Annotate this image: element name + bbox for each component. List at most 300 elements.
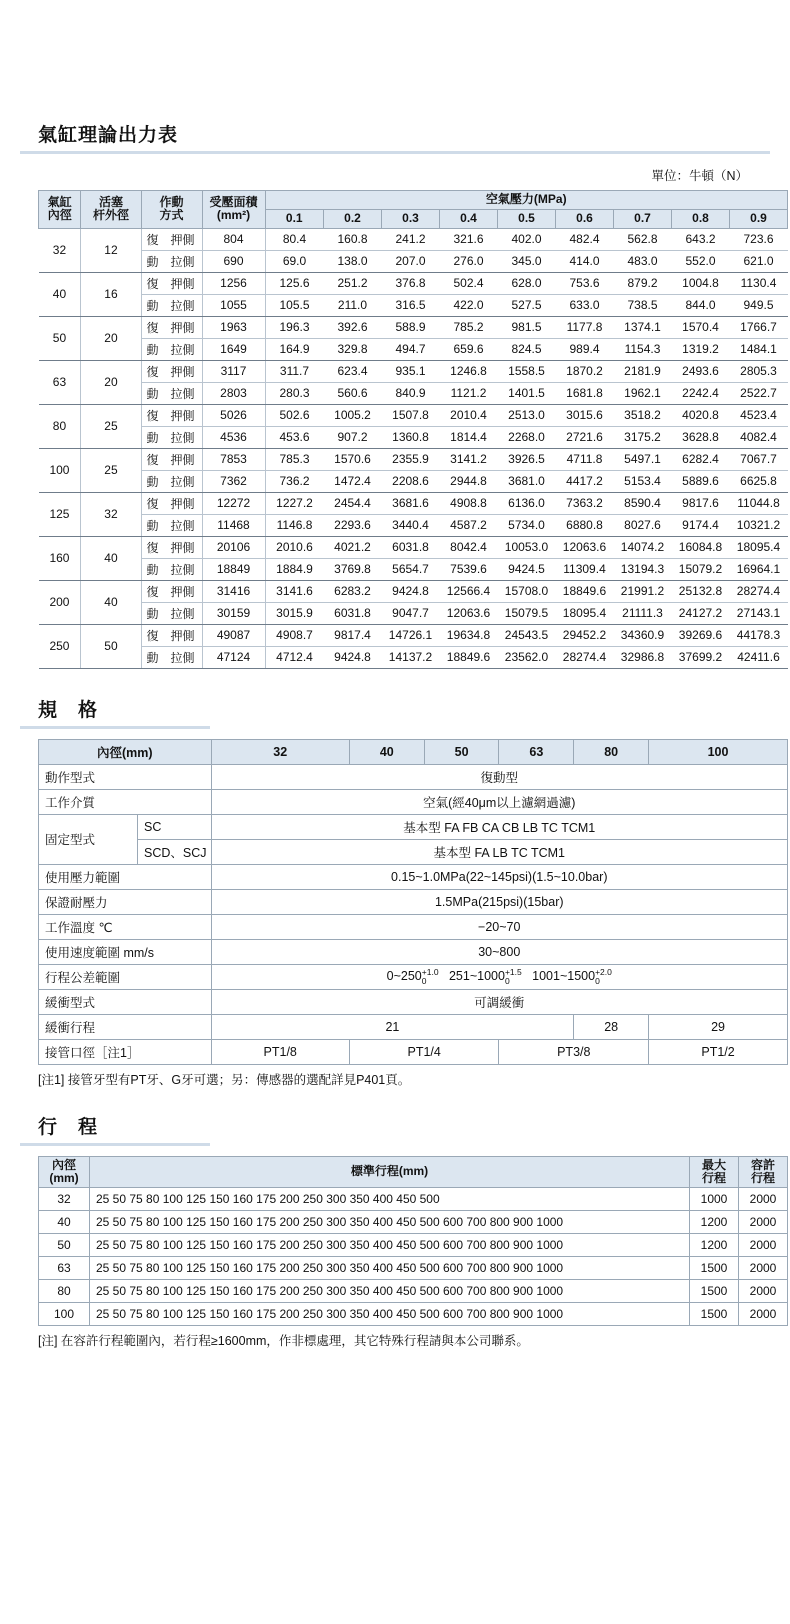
cell-force-pull-0: 453.6 xyxy=(265,426,324,448)
cell-force-push-2: 376.8 xyxy=(382,272,440,294)
stroke-col-allow xyxy=(739,1156,788,1187)
cell-side-pull: 拉側 xyxy=(164,514,203,536)
cell-area-pull: 1055 xyxy=(202,294,265,316)
cell-force-push-0: 502.6 xyxy=(265,404,324,426)
cell-force-push-8: 18095.4 xyxy=(730,536,788,558)
spec-row-cushion-type xyxy=(39,989,788,1014)
cell-force-pull-1: 9424.8 xyxy=(324,646,382,668)
cell-side-push: 押側 xyxy=(164,492,203,514)
table-row xyxy=(39,602,788,624)
col-rod xyxy=(81,191,141,229)
cell-force-push-3: 4908.8 xyxy=(440,492,498,514)
spec-value-proof-pressure: 1.5MPa(215psi)(15bar) xyxy=(211,889,787,914)
cell-area-push: 1256 xyxy=(202,272,265,294)
spec-value-temperature: −20~70 xyxy=(211,914,787,939)
cell-force-push-1: 9817.4 xyxy=(324,624,382,646)
cell-force-push-1: 4021.2 xyxy=(324,536,382,558)
cell-force-pull-8: 4082.4 xyxy=(730,426,788,448)
cell-force-push-3: 502.4 xyxy=(440,272,498,294)
stroke-table-body xyxy=(39,1187,788,1325)
cell-side-push: 押側 xyxy=(164,404,203,426)
stroke-col-bore xyxy=(39,1156,90,1187)
cell-force-pull-3: 659.6 xyxy=(440,338,498,360)
cell-standard-strokes: 25 50 75 80 100 125 150 160 175 200 250 300 350 400 450 500 600 700 800 900 1000 xyxy=(90,1210,690,1233)
col-rod-l2: 杆外徑 xyxy=(92,208,129,223)
spec-col-bore-63: 63 xyxy=(499,739,574,764)
stroke-section-title: 行 程 xyxy=(38,1116,99,1138)
spec-value-port-3: PT3/8 xyxy=(499,1039,649,1064)
spec-col-bore-100: 100 xyxy=(649,739,788,764)
col-bore-l2: 內徑 xyxy=(47,208,72,223)
table-row xyxy=(39,404,788,426)
tol-seg-1: 0~250 xyxy=(386,968,422,983)
cell-force-pull-0: 105.5 xyxy=(265,294,324,316)
cell-force-pull-1: 560.6 xyxy=(324,382,382,404)
cell-force-pull-2: 5654.7 xyxy=(382,558,440,580)
cell-force-push-6: 21991.2 xyxy=(614,580,672,602)
cell-action-line1: 復 xyxy=(141,272,164,294)
cell-area-push: 7853 xyxy=(202,448,265,470)
cell-force-pull-5: 11309.4 xyxy=(556,558,614,580)
cell-force-pull-1: 2293.6 xyxy=(324,514,382,536)
cell-force-pull-2: 207.0 xyxy=(382,250,440,272)
cell-force-push-8: 4523.4 xyxy=(730,404,788,426)
cell-action-line2: 動 xyxy=(141,646,164,668)
spec-label-speed: 使用速度範圍 mm/s xyxy=(39,939,212,964)
cell-force-pull-6: 3175.2 xyxy=(614,426,672,448)
force-section-rule xyxy=(20,151,770,154)
tol-seg-2-sub: 0 xyxy=(504,975,510,986)
cell-force-pull-4: 527.5 xyxy=(498,294,556,316)
cell-rod: 40 xyxy=(81,536,141,580)
cell-force-pull-3: 4587.2 xyxy=(440,514,498,536)
cell-bore: 250 xyxy=(39,624,81,668)
cell-force-pull-2: 1360.8 xyxy=(382,426,440,448)
table-row xyxy=(39,580,788,602)
cell-force-pull-7: 24127.2 xyxy=(672,602,730,624)
spec-row-tolerance xyxy=(39,964,788,989)
spec-value-mount-scd: 基本型 FA LB TC TCM1 xyxy=(211,839,787,864)
table-row xyxy=(39,294,788,316)
spec-row-port xyxy=(39,1039,788,1064)
cell-force-pull-6: 738.5 xyxy=(614,294,672,316)
spec-label-cushion-type: 緩衝型式 xyxy=(39,989,212,1014)
cell-force-pull-6: 32986.8 xyxy=(614,646,672,668)
table-row xyxy=(39,558,788,580)
cell-force-pull-4: 23562.0 xyxy=(498,646,556,668)
spec-value-media: 空氣(經40μm以上濾網過濾) xyxy=(211,789,787,814)
cell-action-line2: 動 xyxy=(141,470,164,492)
table-row xyxy=(39,316,788,338)
cell-force-pull-4: 1401.5 xyxy=(498,382,556,404)
cell-force-push-2: 14726.1 xyxy=(382,624,440,646)
cell-force-pull-1: 3769.8 xyxy=(324,558,382,580)
tol-seg-1-sup: +1.0 xyxy=(421,966,439,977)
cell-force-push-1: 392.6 xyxy=(324,316,382,338)
cell-force-push-3: 12566.4 xyxy=(440,580,498,602)
cell-force-pull-7: 552.0 xyxy=(672,250,730,272)
cell-area-push: 804 xyxy=(202,228,265,250)
spec-row-mount-scd xyxy=(39,839,788,864)
table-row xyxy=(39,1256,788,1279)
cell-force-push-0: 196.3 xyxy=(265,316,324,338)
force-section xyxy=(20,120,781,669)
cell-force-push-4: 402.0 xyxy=(498,228,556,250)
cell-force-push-8: 1766.7 xyxy=(730,316,788,338)
cell-force-push-3: 785.2 xyxy=(440,316,498,338)
table-row xyxy=(39,470,788,492)
cell-force-pull-2: 3440.4 xyxy=(382,514,440,536)
stroke-section-rule xyxy=(20,1143,210,1146)
cell-force-push-6: 3518.2 xyxy=(614,404,672,426)
cell-max-stroke: 1500 xyxy=(690,1302,739,1325)
cell-force-pull-6: 1962.1 xyxy=(614,382,672,404)
spec-row-temperature xyxy=(39,914,788,939)
col-bore-l1: 氣缸 xyxy=(47,194,72,209)
spec-note: [注1] 接管牙型有PT牙、G牙可選；另：傳感器的選配詳見P401頁。 xyxy=(38,1072,411,1087)
cell-force-pull-7: 9174.4 xyxy=(672,514,730,536)
tol-seg-3-tol xyxy=(595,968,612,986)
cell-standard-strokes: 25 50 75 80 100 125 150 160 175 200 250 300 350 400 450 500 600 700 800 900 1000 xyxy=(90,1279,690,1302)
stroke-note: [注] 在容許行程範圍內，若行程≥1600mm，作非標處理，其它特殊行程請與本公司聯系。 xyxy=(38,1333,529,1348)
cell-force-pull-8: 1484.1 xyxy=(730,338,788,360)
cell-force-pull-0: 736.2 xyxy=(265,470,324,492)
cell-force-pull-4: 2268.0 xyxy=(498,426,556,448)
cell-force-pull-3: 1121.2 xyxy=(440,382,498,404)
col-rod-l1: 活塞 xyxy=(98,194,123,209)
cell-force-pull-7: 3628.8 xyxy=(672,426,730,448)
cell-area-push: 20106 xyxy=(202,536,265,558)
col-bore xyxy=(39,191,81,229)
cell-force-push-7: 2493.6 xyxy=(672,360,730,382)
cell-force-push-5: 4711.8 xyxy=(556,448,614,470)
stroke-col-max-l1: 最大 xyxy=(701,1157,726,1172)
cell-force-pull-8: 621.0 xyxy=(730,250,788,272)
col-p-0: 0.1 xyxy=(265,209,324,228)
cell-force-pull-1: 907.2 xyxy=(324,426,382,448)
cell-force-push-1: 6283.2 xyxy=(324,580,382,602)
cell-side-pull: 拉側 xyxy=(164,338,203,360)
cell-force-pull-3: 422.0 xyxy=(440,294,498,316)
cell-force-pull-3: 12063.6 xyxy=(440,602,498,624)
col-area xyxy=(202,191,265,229)
cell-force-push-5: 482.4 xyxy=(556,228,614,250)
table-row xyxy=(39,360,788,382)
cell-area-push: 12272 xyxy=(202,492,265,514)
cell-side-pull: 拉側 xyxy=(164,558,203,580)
cell-side-push: 押側 xyxy=(164,228,203,250)
cell-area-push: 5026 xyxy=(202,404,265,426)
cell-max-stroke: 1000 xyxy=(690,1187,739,1210)
cell-force-push-2: 2355.9 xyxy=(382,448,440,470)
cell-force-push-1: 1570.6 xyxy=(324,448,382,470)
col-p-4: 0.5 xyxy=(498,209,556,228)
cell-force-push-7: 39269.6 xyxy=(672,624,730,646)
cell-force-pull-5: 989.4 xyxy=(556,338,614,360)
cell-force-pull-0: 3015.9 xyxy=(265,602,324,624)
cell-force-push-7: 6282.4 xyxy=(672,448,730,470)
table-row xyxy=(39,1187,788,1210)
spec-section-title: 規 格 xyxy=(38,699,99,721)
spec-head-row xyxy=(39,739,788,764)
cell-bore: 200 xyxy=(39,580,81,624)
stroke-section xyxy=(20,1112,777,1349)
stroke-col-max-l2: 行程 xyxy=(701,1170,726,1185)
cell-rod: 25 xyxy=(81,448,141,492)
cell-force-push-2: 241.2 xyxy=(382,228,440,250)
cell-force-push-8: 44178.3 xyxy=(730,624,788,646)
cell-force-pull-5: 18095.4 xyxy=(556,602,614,624)
cell-force-pull-6: 5153.4 xyxy=(614,470,672,492)
col-p-5: 0.6 xyxy=(556,209,614,228)
cell-area-pull: 11468 xyxy=(202,514,265,536)
spec-col-bore-40: 40 xyxy=(349,739,424,764)
force-table-body xyxy=(39,228,788,668)
cell-stroke-bore: 100 xyxy=(39,1302,90,1325)
cell-force-pull-2: 14137.2 xyxy=(382,646,440,668)
spec-value-cushion-stroke-1: 21 xyxy=(211,1014,574,1039)
cell-allowable-stroke: 2000 xyxy=(739,1256,788,1279)
spec-label-mount-sc: SC xyxy=(138,814,212,839)
cell-force-push-0: 4908.7 xyxy=(265,624,324,646)
cell-action-line1: 復 xyxy=(141,580,164,602)
cell-area-pull: 1649 xyxy=(202,338,265,360)
cell-max-stroke: 1500 xyxy=(690,1256,739,1279)
cell-area-pull: 18849 xyxy=(202,558,265,580)
cell-side-push: 押側 xyxy=(164,360,203,382)
cell-force-push-0: 3141.6 xyxy=(265,580,324,602)
stroke-col-bore-l1: 內徑 xyxy=(51,1157,76,1172)
cell-force-pull-1: 6031.8 xyxy=(324,602,382,624)
spec-col-bore-32: 32 xyxy=(211,739,349,764)
cell-force-pull-4: 5734.0 xyxy=(498,514,556,536)
cell-force-pull-3: 18849.6 xyxy=(440,646,498,668)
force-head-row-1 xyxy=(39,191,788,210)
stroke-table xyxy=(38,1156,788,1326)
cell-action-line1: 復 xyxy=(141,360,164,382)
cell-force-push-1: 2454.4 xyxy=(324,492,382,514)
cell-rod: 25 xyxy=(81,404,141,448)
table-row xyxy=(39,514,788,536)
cell-force-pull-2: 316.5 xyxy=(382,294,440,316)
cell-rod: 20 xyxy=(81,316,141,360)
page xyxy=(0,120,790,1624)
cell-force-pull-8: 6625.8 xyxy=(730,470,788,492)
cell-force-push-8: 11044.8 xyxy=(730,492,788,514)
cell-stroke-bore: 63 xyxy=(39,1256,90,1279)
spec-value-port-2: PT1/4 xyxy=(349,1039,499,1064)
col-area-l1: 受壓面積 xyxy=(209,194,258,209)
table-row xyxy=(39,228,788,250)
cell-action-line1: 復 xyxy=(141,404,164,426)
cell-force-push-5: 7363.2 xyxy=(556,492,614,514)
cell-force-push-3: 321.6 xyxy=(440,228,498,250)
cell-action-line2: 動 xyxy=(141,382,164,404)
cell-force-push-8: 2805.3 xyxy=(730,360,788,382)
cell-side-push: 押側 xyxy=(164,272,203,294)
cell-force-pull-5: 6880.8 xyxy=(556,514,614,536)
cell-force-push-6: 34360.9 xyxy=(614,624,672,646)
cell-force-push-5: 29452.2 xyxy=(556,624,614,646)
cell-force-push-2: 9424.8 xyxy=(382,580,440,602)
spec-label-tolerance: 行程公差範圍 xyxy=(39,964,212,989)
cell-force-pull-5: 414.0 xyxy=(556,250,614,272)
spec-label-proof-pressure: 保證耐壓力 xyxy=(39,889,212,914)
cell-action-line2: 動 xyxy=(141,514,164,536)
cell-bore: 160 xyxy=(39,536,81,580)
cell-area-push: 3117 xyxy=(202,360,265,382)
cell-bore: 125 xyxy=(39,492,81,536)
cell-rod: 40 xyxy=(81,580,141,624)
cell-force-pull-1: 329.8 xyxy=(324,338,382,360)
col-area-l2: (mm²) xyxy=(216,208,251,223)
cell-force-push-7: 9817.6 xyxy=(672,492,730,514)
cell-stroke-bore: 80 xyxy=(39,1279,90,1302)
cell-rod: 20 xyxy=(81,360,141,404)
tol-seg-3-sup: +2.0 xyxy=(595,966,612,977)
cell-force-pull-1: 138.0 xyxy=(324,250,382,272)
cell-action-line2: 動 xyxy=(141,250,164,272)
cell-force-push-2: 6031.8 xyxy=(382,536,440,558)
cell-force-push-1: 251.2 xyxy=(324,272,382,294)
cell-force-pull-6: 483.0 xyxy=(614,250,672,272)
col-pressure-group: 空氣壓力(MPa) xyxy=(265,191,788,210)
cell-side-push: 押側 xyxy=(164,624,203,646)
spec-label-pressure-range: 使用壓力範圍 xyxy=(39,864,212,889)
cell-rod: 50 xyxy=(81,624,141,668)
cell-allowable-stroke: 2000 xyxy=(739,1302,788,1325)
table-row xyxy=(39,1279,788,1302)
cell-force-pull-7: 37699.2 xyxy=(672,646,730,668)
cell-force-push-6: 5497.1 xyxy=(614,448,672,470)
cell-area-pull: 4536 xyxy=(202,426,265,448)
cell-force-push-4: 24543.5 xyxy=(498,624,556,646)
spec-value-cushion-stroke-2: 28 xyxy=(574,1014,649,1039)
cell-force-push-6: 2181.9 xyxy=(614,360,672,382)
cell-force-pull-3: 2944.8 xyxy=(440,470,498,492)
cell-force-pull-0: 1146.8 xyxy=(265,514,324,536)
cell-force-pull-5: 28274.4 xyxy=(556,646,614,668)
cell-force-push-6: 14074.2 xyxy=(614,536,672,558)
cell-force-push-6: 562.8 xyxy=(614,228,672,250)
table-row xyxy=(39,272,788,294)
cell-force-push-8: 7067.7 xyxy=(730,448,788,470)
cell-force-push-5: 3015.6 xyxy=(556,404,614,426)
cell-force-pull-0: 69.0 xyxy=(265,250,324,272)
col-action-l2: 方式 xyxy=(159,208,184,223)
spec-value-port-4: PT1/2 xyxy=(649,1039,788,1064)
col-p-6: 0.7 xyxy=(614,209,672,228)
col-p-1: 0.2 xyxy=(324,209,382,228)
cell-action-line2: 動 xyxy=(141,338,164,360)
cell-stroke-bore: 50 xyxy=(39,1233,90,1256)
cell-side-pull: 拉側 xyxy=(164,294,203,316)
cell-area-pull: 7362 xyxy=(202,470,265,492)
cell-force-push-8: 723.6 xyxy=(730,228,788,250)
cell-force-push-3: 8042.4 xyxy=(440,536,498,558)
specification-table xyxy=(38,739,788,1065)
spec-value-mount-sc: 基本型 FA FB CA CB LB TC TCM1 xyxy=(211,814,787,839)
cell-force-pull-6: 13194.3 xyxy=(614,558,672,580)
cell-force-pull-3: 7539.6 xyxy=(440,558,498,580)
cell-force-pull-8: 27143.1 xyxy=(730,602,788,624)
spec-value-pressure-range: 0.15~1.0MPa(22~145psi)(1.5~10.0bar) xyxy=(211,864,787,889)
cell-force-push-3: 19634.8 xyxy=(440,624,498,646)
table-row xyxy=(39,536,788,558)
cell-force-push-5: 1870.2 xyxy=(556,360,614,382)
tol-seg-3: 1001~1500 xyxy=(532,968,596,983)
cell-action-line2: 動 xyxy=(141,558,164,580)
spec-table-head xyxy=(39,739,788,764)
cell-force-push-4: 6136.0 xyxy=(498,492,556,514)
cell-force-pull-2: 494.7 xyxy=(382,338,440,360)
cell-force-pull-5: 1681.8 xyxy=(556,382,614,404)
table-row xyxy=(39,1302,788,1325)
stroke-col-max xyxy=(690,1156,739,1187)
spec-section xyxy=(20,695,770,1088)
cell-stroke-bore: 32 xyxy=(39,1187,90,1210)
cell-rod: 12 xyxy=(81,228,141,272)
cell-force-push-3: 2010.4 xyxy=(440,404,498,426)
table-row xyxy=(39,1233,788,1256)
cell-force-pull-8: 2522.7 xyxy=(730,382,788,404)
cell-force-push-2: 588.9 xyxy=(382,316,440,338)
cell-force-pull-1: 1472.4 xyxy=(324,470,382,492)
spec-row-media xyxy=(39,789,788,814)
cell-action-line2: 動 xyxy=(141,426,164,448)
table-row xyxy=(39,646,788,668)
cell-bore: 100 xyxy=(39,448,81,492)
cell-force-pull-0: 1884.9 xyxy=(265,558,324,580)
stroke-col-bore-l2: (mm) xyxy=(49,1170,79,1185)
spec-row-mount-sc xyxy=(39,814,788,839)
table-row xyxy=(39,426,788,448)
cell-force-push-2: 935.1 xyxy=(382,360,440,382)
cell-force-push-3: 3141.2 xyxy=(440,448,498,470)
tol-seg-2: 251~1000 xyxy=(448,968,505,983)
cell-force-pull-4: 9424.5 xyxy=(498,558,556,580)
spec-value-port-1: PT1/8 xyxy=(211,1039,349,1064)
table-row xyxy=(39,1210,788,1233)
cell-force-push-4: 3926.5 xyxy=(498,448,556,470)
cell-standard-strokes: 25 50 75 80 100 125 150 160 175 200 250 300 350 400 450 500 600 700 800 900 1000 xyxy=(90,1256,690,1279)
cell-force-pull-4: 15079.5 xyxy=(498,602,556,624)
spec-label-mount: 固定型式 xyxy=(39,814,138,864)
spec-table-body xyxy=(39,764,788,1064)
cell-side-push: 押側 xyxy=(164,580,203,602)
tol-seg-2-sup: +1.5 xyxy=(504,966,522,977)
col-p-2: 0.3 xyxy=(382,209,440,228)
cell-bore: 80 xyxy=(39,404,81,448)
cell-force-pull-2: 2208.6 xyxy=(382,470,440,492)
force-table-head xyxy=(39,191,788,229)
cell-side-pull: 拉側 xyxy=(164,382,203,404)
cell-area-push: 49087 xyxy=(202,624,265,646)
cell-force-pull-7: 5889.6 xyxy=(672,470,730,492)
spec-label-cushion-stroke: 緩衝行程 xyxy=(39,1014,212,1039)
cell-force-pull-5: 4417.2 xyxy=(556,470,614,492)
tol-seg-3-sub: 0 xyxy=(595,975,600,986)
cell-action-line2: 動 xyxy=(141,294,164,316)
spec-row-action xyxy=(39,764,788,789)
cell-force-pull-8: 949.5 xyxy=(730,294,788,316)
cell-force-pull-7: 15079.2 xyxy=(672,558,730,580)
cell-force-push-4: 1558.5 xyxy=(498,360,556,382)
cell-side-pull: 拉側 xyxy=(164,426,203,448)
spec-value-cushion-stroke-3: 29 xyxy=(649,1014,788,1039)
cell-side-push: 押側 xyxy=(164,316,203,338)
cell-max-stroke: 1500 xyxy=(690,1279,739,1302)
